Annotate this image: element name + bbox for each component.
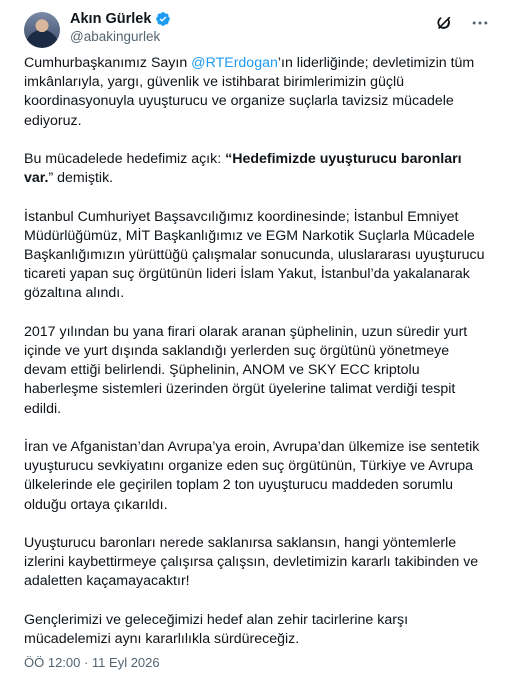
paragraph-6: Uyuşturucu baronları nerede saklanırsa saklansın, hangi yöntemlerle izlerini kaybettirmeye çalışırsa çalışsın, devletimizin kararlı takibinden ve adaletten kaçamayacaktır! — [24, 535, 479, 590]
text-span: ’ın liderliğinde; devletimizin tüm imkânlarıyla, yargı, güvenlik ve istihbarat birimlerimizin güçlü koordinasyonuyla uyuşturucu ve organize suçlarla tavizsiz mücadele ediyoruz. — [24, 55, 475, 129]
avatar[interactable] — [24, 12, 60, 48]
more-icon[interactable] — [469, 12, 491, 34]
tweet-header — [24, 10, 491, 48]
paragraph-4: 2017 yılından bu yana firari olarak aranan şüphelinin, uzun süredir yurt içinde ve yurt dışında saklandığı yerlerden suç örgütünü yönetmeye devam ettiği belirlendi. Şüphelinin, ANOM ve SKY ECC kriptolu haberleşme sistemleri üzerinden örgüt üyelerine talimat verdiği tespit edildi. — [24, 323, 468, 417]
mention-link[interactable]: @RTErdogan — [191, 55, 278, 71]
display-name[interactable]: Akın Gürlek — [70, 11, 152, 27]
paragraph-7: Gençlerimizi ve geleceğimizi hedef alan zehir tacirlerine karşı mücadelemizi aynı kararlılıkla sürdüreceğiz. — [24, 611, 409, 647]
tweet-text — [24, 54, 492, 649]
display-name-row — [70, 10, 171, 28]
text-span: Bu mücadelede hedefimiz açık: — [24, 151, 226, 167]
bold-quote: “Hedefimizde uyuşturucu baronları var. — [24, 151, 462, 187]
verified-badge-icon — [155, 11, 171, 27]
author-names — [70, 10, 171, 46]
paragraph-1 — [24, 54, 492, 131]
paragraph-5: İran ve Afganistan’dan Avrupa’ya eroin, Avrupa’dan ülkemize ise sentetik uyuşturucu sevkiyatını organize eden suç örgütünün, Türkiye ve Avrupa ülkelerinde ele geçirilen toplam 2 ton uyuşturucu maddeden sorumlu olduğu ortaya çıkarıldı. — [24, 439, 480, 513]
text-span: Cumhurbaşkanımız Sayın — [24, 55, 192, 71]
grok-icon[interactable] — [433, 12, 455, 34]
handle[interactable]: @abakingurlek — [70, 29, 161, 44]
header-actions — [433, 12, 491, 34]
text-span: ” demiştik. — [48, 170, 114, 187]
timestamp[interactable]: ÖÖ 12:00 · 11 Eyl 2026 — [24, 655, 160, 670]
paragraph-2 — [24, 150, 492, 188]
paragraph-3: İstanbul Cumhuriyet Başsavcılığımız koordinesinde; İstanbul Emniyet Müdürlüğümüz, MİT Başkanlığımız ve EGM Narkotik Suçlarla Mücadele Başkanlığımızın yürüttüğü çalışmalar sonucunda, uluslararası uyuşturucu ticareti yapan suç örgütünün lideri İslam Yakut, İstanbul’da yakalanarak gözaltına alındı. — [24, 208, 485, 302]
